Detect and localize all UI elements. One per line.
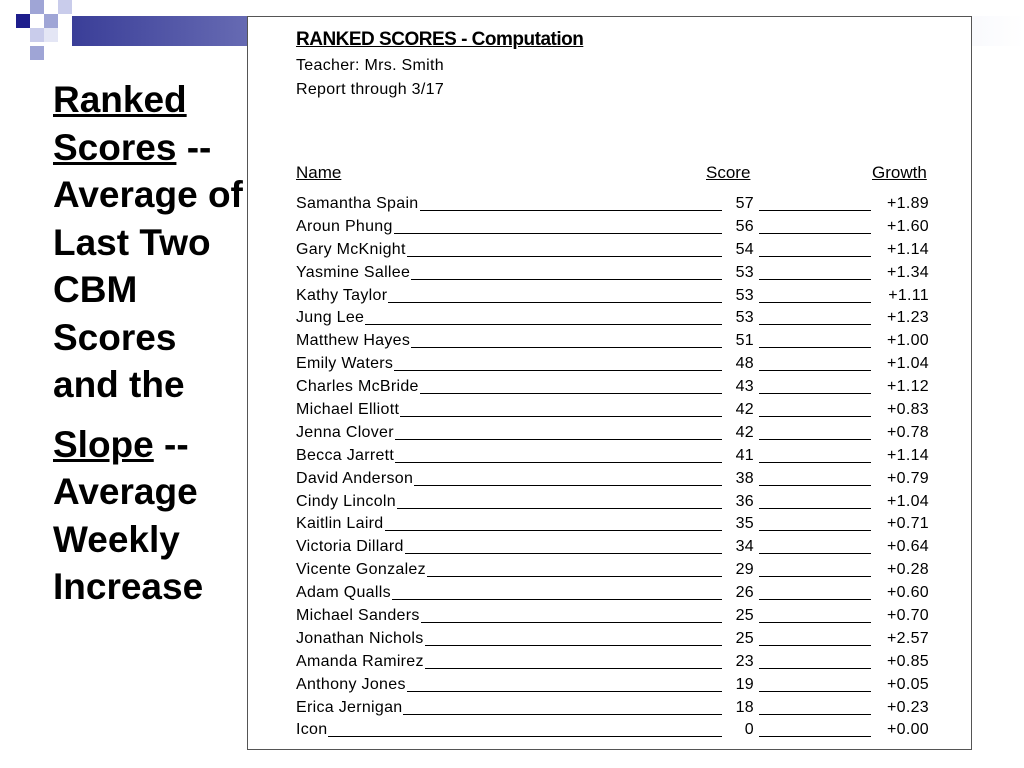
column-header-name: Name <box>296 163 342 182</box>
student-name: Becca Jarrett <box>296 446 395 464</box>
student-name: David Anderson <box>296 469 414 487</box>
student-score: 18 <box>735 698 754 716</box>
leader-line <box>759 416 871 417</box>
student-score: 19 <box>735 675 754 693</box>
student-growth: +0.85 <box>887 652 929 670</box>
student-growth: +0.64 <box>887 538 929 556</box>
student-name: Cindy Lincoln <box>296 492 396 510</box>
table-row <box>296 285 932 308</box>
table-row <box>296 376 932 399</box>
table-row <box>296 422 932 445</box>
student-score: 42 <box>735 423 754 441</box>
column-header-score: Score <box>706 163 751 182</box>
teacher-line: Teacher: Mrs. Smith <box>296 57 444 74</box>
table-row <box>296 353 932 376</box>
student-score: 36 <box>735 492 754 510</box>
student-name: Jenna Clover <box>296 423 394 441</box>
student-name: Jonathan Nichols <box>296 629 424 647</box>
student-score: 23 <box>735 652 754 670</box>
student-growth: +1.14 <box>887 240 929 258</box>
table-row <box>296 468 932 491</box>
student-name: Kaitlin Laird <box>296 515 384 533</box>
leader-line <box>759 530 871 531</box>
student-score: 48 <box>735 355 754 373</box>
student-growth: +1.12 <box>887 378 929 396</box>
student-name: Gary McKnight <box>296 240 406 258</box>
student-name: Amanda Ramirez <box>296 652 424 670</box>
student-score: 42 <box>735 401 754 419</box>
leader-line <box>759 462 871 463</box>
leader-line <box>759 553 871 554</box>
student-growth: +1.04 <box>887 355 929 373</box>
student-growth: +0.79 <box>887 469 929 487</box>
student-score: 53 <box>735 309 754 327</box>
table-row <box>296 651 932 674</box>
leader-line <box>759 302 871 303</box>
decorative-square <box>16 14 30 28</box>
student-name: Anthony Jones <box>296 675 406 693</box>
leader-line <box>759 393 871 394</box>
student-name: Victoria Dillard <box>296 538 404 556</box>
leader-line <box>759 439 871 440</box>
student-score: 53 <box>735 263 754 281</box>
student-growth: +1.89 <box>887 195 929 212</box>
student-score: 54 <box>735 240 754 258</box>
student-growth: +0.60 <box>887 584 929 602</box>
student-name: Samantha Spain <box>296 195 419 212</box>
student-score: 57 <box>735 195 754 212</box>
leader-line <box>759 370 871 371</box>
heading-slope: Slope <box>53 423 154 465</box>
student-score: 51 <box>735 332 754 350</box>
report-title: RANKED SCORES - Computation <box>296 29 584 50</box>
table-row <box>296 719 932 742</box>
student-score: 25 <box>735 607 754 625</box>
leader-line <box>759 576 871 577</box>
student-name: Matthew Hayes <box>296 332 411 350</box>
leader-line <box>759 347 871 348</box>
decorative-square <box>30 46 44 60</box>
heading-slope-desc: -- Average Weekly Increase <box>53 423 204 607</box>
student-name: Icon <box>296 721 328 739</box>
student-name: Vicente Gonzalez <box>296 561 426 579</box>
student-score: 26 <box>735 584 754 602</box>
student-growth: +0.70 <box>887 607 929 625</box>
leader-line <box>759 668 871 669</box>
student-growth: +1.23 <box>887 309 929 327</box>
table-row <box>296 399 932 422</box>
table-row <box>296 628 932 651</box>
table-row <box>296 216 932 239</box>
student-growth: +1.14 <box>887 446 929 464</box>
leader-line <box>759 210 871 211</box>
student-score: 41 <box>735 446 754 464</box>
report-panel <box>247 16 972 750</box>
student-name: Charles McBride <box>296 378 419 396</box>
student-growth: +0.05 <box>887 675 929 693</box>
table-row <box>296 559 932 582</box>
student-growth: +1.11 <box>888 286 929 304</box>
student-name: Emily Waters <box>296 355 394 373</box>
leader-line <box>759 279 871 280</box>
table-row <box>296 445 932 468</box>
heading-paragraph-2 <box>53 421 243 611</box>
student-growth: +0.00 <box>887 721 929 739</box>
heading-ranked-scores-desc: -- Average of Last Two CBM Scores and the <box>53 126 243 405</box>
slide-heading <box>53 76 243 611</box>
table-row <box>296 239 932 262</box>
student-growth: +1.34 <box>887 263 929 281</box>
table-row <box>296 513 932 536</box>
student-growth: +0.78 <box>887 423 929 441</box>
leader-line <box>759 508 871 509</box>
student-score: 35 <box>735 515 754 533</box>
student-score: 56 <box>735 217 754 235</box>
student-growth: +0.71 <box>887 515 929 533</box>
leader-line <box>759 599 871 600</box>
report-date-line: Report through 3/17 <box>296 81 445 98</box>
leader-line <box>759 622 871 623</box>
table-row <box>296 605 932 628</box>
leader-line <box>759 714 871 715</box>
table-row <box>296 330 932 353</box>
leader-line <box>759 233 871 234</box>
decorative-square <box>30 28 44 42</box>
table-row <box>296 193 932 216</box>
table-row <box>296 582 932 605</box>
student-name: Jung Lee <box>296 309 365 327</box>
student-score: 29 <box>735 561 754 579</box>
student-name: Aroun Phung <box>296 217 393 235</box>
leader-line <box>759 324 871 325</box>
student-name: Michael Sanders <box>296 607 420 625</box>
column-header-growth: Growth <box>872 163 927 182</box>
table-row <box>296 697 932 720</box>
leader-line <box>759 691 871 692</box>
student-score: 25 <box>735 629 754 647</box>
student-name: Adam Qualls <box>296 584 391 602</box>
student-growth: +0.28 <box>887 561 929 579</box>
student-score: 34 <box>735 538 754 556</box>
student-growth: +1.04 <box>887 492 929 510</box>
student-score: 38 <box>735 469 754 487</box>
decorative-square <box>30 0 44 14</box>
heading-ranked-scores: Ranked Scores <box>53 79 187 168</box>
table-row <box>296 536 932 559</box>
student-growth: +0.23 <box>887 698 929 716</box>
student-growth: +0.83 <box>887 401 929 419</box>
student-growth: +1.60 <box>887 217 929 235</box>
student-name: Yasmine Sallee <box>296 263 411 281</box>
table-row <box>296 491 932 514</box>
decorative-square <box>58 0 72 14</box>
heading-paragraph-1 <box>53 76 243 409</box>
leader-line <box>759 645 871 646</box>
table-row <box>296 674 932 697</box>
leader-line <box>759 256 871 257</box>
student-name: Kathy Taylor <box>296 286 388 304</box>
student-score: 53 <box>735 286 754 304</box>
student-name: Michael Elliott <box>296 401 400 419</box>
table-row <box>296 307 932 330</box>
decorative-square <box>44 14 58 28</box>
student-score: 43 <box>735 378 754 396</box>
student-name: Erica Jernigan <box>296 698 403 716</box>
student-growth: +1.00 <box>887 332 929 350</box>
leader-line <box>296 736 722 737</box>
score-table <box>296 193 932 742</box>
table-row <box>296 262 932 285</box>
student-growth: +2.57 <box>887 629 929 647</box>
student-score: 0 <box>744 721 754 739</box>
decorative-square <box>44 28 58 42</box>
leader-line <box>759 736 871 737</box>
leader-line <box>759 485 871 486</box>
